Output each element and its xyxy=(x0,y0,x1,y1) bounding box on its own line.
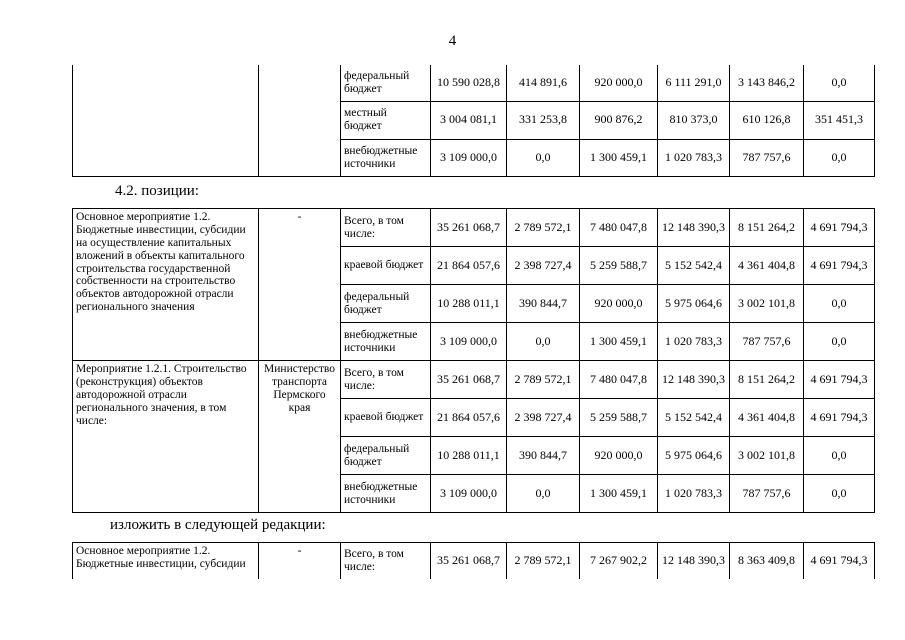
value-cell: 12 148 390,3 xyxy=(658,209,730,247)
table-row xyxy=(73,361,875,399)
value-cell: 920 000,0 xyxy=(580,285,658,323)
value-cell: 35 261 068,7 xyxy=(431,361,507,399)
value-cell: 0,0 xyxy=(507,139,580,176)
value-cell: 1 300 459,1 xyxy=(580,323,658,361)
value-cell: 920 000,0 xyxy=(580,65,658,101)
value-cell: 0,0 xyxy=(507,323,580,361)
value-cell: 4 361 404,8 xyxy=(730,399,804,437)
responsible-executor: - xyxy=(259,543,341,579)
value-cell: 3 002 101,8 xyxy=(730,285,804,323)
table-continuation xyxy=(72,65,875,177)
value-cell: 5 152 542,4 xyxy=(658,247,730,285)
value-cell: 0,0 xyxy=(804,475,875,513)
value-cell: 2 789 572,1 xyxy=(507,209,580,247)
value-cell: 0,0 xyxy=(804,437,875,475)
value-cell: 6 111 291,0 xyxy=(658,65,730,101)
value-cell: 8 151 264,2 xyxy=(730,361,804,399)
value-cell: 4 361 404,8 xyxy=(730,247,804,285)
responsible-executor: Министерство транспорта Пермского края xyxy=(259,361,341,513)
value-cell: 0,0 xyxy=(507,475,580,513)
value-cell: 3 002 101,8 xyxy=(730,437,804,475)
source-label: внебюджетные источники xyxy=(341,139,431,176)
source-label: федеральный бюджет xyxy=(341,437,431,475)
table-row xyxy=(73,543,875,579)
value-cell: 7 480 047,8 xyxy=(580,361,658,399)
value-cell: 3 109 000,0 xyxy=(431,323,507,361)
value-cell: 0,0 xyxy=(804,323,875,361)
value-cell: 390 844,7 xyxy=(507,437,580,475)
value-cell: 1 020 783,3 xyxy=(658,139,730,176)
value-cell: 4 691 794,3 xyxy=(804,247,875,285)
activity-description: Мероприятие 1.2.1. Строительство (реконструкция) объектов автодорожной отрасли регионального значения, в том числе: xyxy=(73,361,259,513)
value-cell: 4 691 794,3 xyxy=(804,361,875,399)
value-cell: 351 451,3 xyxy=(804,101,875,139)
value-cell: 8 151 264,2 xyxy=(730,209,804,247)
source-label: Всего, в том числе: xyxy=(341,543,431,579)
value-cell: 10 288 011,1 xyxy=(431,285,507,323)
value-cell: 390 844,7 xyxy=(507,285,580,323)
value-cell: 2 398 727,4 xyxy=(507,399,580,437)
value-cell: 1 020 783,3 xyxy=(658,323,730,361)
value-cell: 1 300 459,1 xyxy=(580,475,658,513)
responsible-executor: - xyxy=(259,209,341,361)
value-cell: 10 288 011,1 xyxy=(431,437,507,475)
responsible-cell xyxy=(259,65,341,176)
value-cell: 920 000,0 xyxy=(580,437,658,475)
value-cell: 4 691 794,3 xyxy=(804,543,875,579)
value-cell: 610 126,8 xyxy=(730,101,804,139)
value-cell: 7 267 902,2 xyxy=(580,543,658,579)
source-label: местный бюджет xyxy=(341,101,431,139)
value-cell: 12 148 390,3 xyxy=(658,543,730,579)
value-cell: 2 789 572,1 xyxy=(507,361,580,399)
table-row xyxy=(73,209,875,247)
value-cell: 5 259 588,7 xyxy=(580,247,658,285)
source-label: Всего, в том числе: xyxy=(341,209,431,247)
value-cell: 787 757,6 xyxy=(730,139,804,176)
value-cell: 787 757,6 xyxy=(730,475,804,513)
value-cell: 5 975 064,6 xyxy=(658,285,730,323)
description-cell xyxy=(73,65,259,176)
value-cell: 2 789 572,1 xyxy=(507,543,580,579)
source-label: внебюджетные источники xyxy=(341,323,431,361)
value-cell: 0,0 xyxy=(804,65,875,101)
value-cell: 35 261 068,7 xyxy=(431,543,507,579)
value-cell: 12 148 390,3 xyxy=(658,361,730,399)
value-cell: 35 261 068,7 xyxy=(431,209,507,247)
page-number: 4 xyxy=(448,33,457,49)
source-label: внебюджетные источники xyxy=(341,475,431,513)
value-cell: 5 152 542,4 xyxy=(658,399,730,437)
activity-description: Основное мероприятие 1.2. Бюджетные инвестиции, субсидии на осуществление капитальных вложений в объекты капитального строительства государственной собственности на строительство объектов автодорожной отрасли регионального значения xyxy=(73,209,259,361)
value-cell: 1 300 459,1 xyxy=(580,139,658,176)
value-cell: 21 864 057,6 xyxy=(431,247,507,285)
value-cell: 414 891,6 xyxy=(507,65,580,101)
value-cell: 7 480 047,8 xyxy=(580,209,658,247)
table-row xyxy=(73,65,875,101)
value-cell: 0,0 xyxy=(804,285,875,323)
value-cell: 810 373,0 xyxy=(658,101,730,139)
value-cell: 3 109 000,0 xyxy=(431,139,507,176)
source-label: краевой бюджет xyxy=(341,247,431,285)
value-cell: 0,0 xyxy=(804,139,875,176)
value-cell: 4 691 794,3 xyxy=(804,209,875,247)
source-label: краевой бюджет xyxy=(341,399,431,437)
value-cell: 787 757,6 xyxy=(730,323,804,361)
activity-description: Основное мероприятие 1.2. Бюджетные инвестиции, субсидии xyxy=(73,543,259,579)
value-cell: 5 259 588,7 xyxy=(580,399,658,437)
section-heading: 4.2. позиции: xyxy=(115,183,199,199)
source-label: федеральный бюджет xyxy=(341,65,431,101)
value-cell: 3 109 000,0 xyxy=(431,475,507,513)
value-cell: 21 864 057,6 xyxy=(431,399,507,437)
value-cell: 4 691 794,3 xyxy=(804,399,875,437)
source-label: федеральный бюджет xyxy=(341,285,431,323)
table-positions xyxy=(72,208,875,513)
value-cell: 900 876,2 xyxy=(580,101,658,139)
value-cell: 3 004 081,1 xyxy=(431,101,507,139)
value-cell: 10 590 028,8 xyxy=(431,65,507,101)
value-cell: 1 020 783,3 xyxy=(658,475,730,513)
source-label: Всего, в том числе: xyxy=(341,361,431,399)
value-cell: 8 363 409,8 xyxy=(730,543,804,579)
value-cell: 3 143 846,2 xyxy=(730,65,804,101)
value-cell: 5 975 064,6 xyxy=(658,437,730,475)
table-new-edition xyxy=(72,542,875,579)
section-heading: изложить в следующей редакции: xyxy=(110,517,326,533)
value-cell: 2 398 727,4 xyxy=(507,247,580,285)
value-cell: 331 253,8 xyxy=(507,101,580,139)
